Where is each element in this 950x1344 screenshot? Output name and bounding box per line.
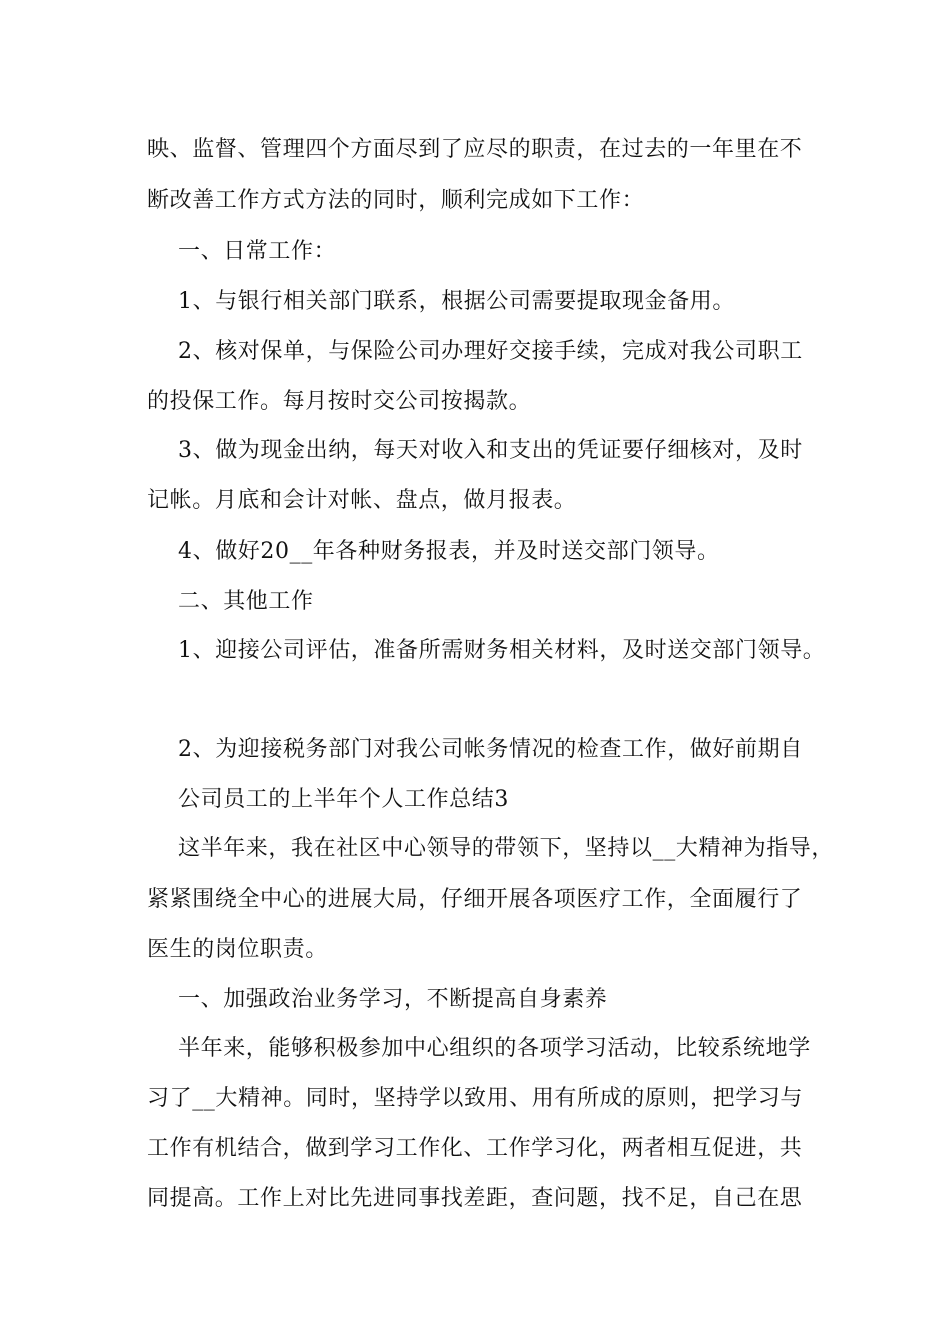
text-line-9: 4、做好20__年各种财务报表，并及时送交部门领导。: [178, 539, 720, 564]
text-line-19: 习了__大精神。同时，坚持学以致用、用有所成的原则，把学习与: [147, 1086, 804, 1111]
text-line-1: 映、监督、管理四个方面尽到了应尽的职责，在过去的一年里在不: [147, 137, 803, 162]
section-heading-daily-work: 一、日常工作：: [178, 239, 337, 264]
text-line-16: 医生的岗位职责。: [147, 937, 328, 962]
text-line-7: 3、做为现金出纳，每天对收入和支出的凭证要仔细核对，及时: [178, 438, 803, 463]
text-line-18: 半年来，能够积极参加中心组织的各项学习活动，比较系统地学: [178, 1036, 811, 1061]
text-line-8: 记帐。月底和会计对帐、盘点，做月报表。: [147, 488, 577, 513]
article-title: 公司员工的上半年个人工作总结3: [178, 787, 509, 812]
text-line-20: 工作有机结合，做到学习工作化、工作学习化，两者相互促进，共: [147, 1136, 803, 1161]
section-heading-study: 一、加强政治业务学习，不断提高自身素养: [178, 987, 608, 1012]
text-line-15: 紧紧围绕全中心的进展大局，仔细开展各项医疗工作，全面履行了: [147, 887, 803, 912]
text-line-4: 1、与银行相关部门联系，根据公司需要提取现金备用。: [178, 289, 735, 314]
text-line-21: 同提高。工作上对比先进同事找差距，查问题，找不足，自己在思: [147, 1186, 803, 1211]
text-line-14: 这半年来，我在社区中心领导的带领下，坚持以__大精神为指导，: [178, 836, 835, 861]
text-line-11: 1、迎接公司评估，准备所需财务相关材料，及时送交部门领导。: [178, 638, 826, 663]
section-heading-other-work: 二、其他工作: [178, 589, 314, 614]
text-line-5: 2、核对保单，与保险公司办理好交接手续，完成对我公司职工: [178, 339, 803, 364]
text-line-12: 2、为迎接税务部门对我公司帐务情况的检查工作，做好前期自: [178, 737, 803, 762]
text-line-6: 的投保工作。每月按时交公司按揭款。: [147, 389, 532, 414]
text-line-2: 断改善工作方式方法的同时，顺利完成如下工作：: [147, 188, 645, 213]
